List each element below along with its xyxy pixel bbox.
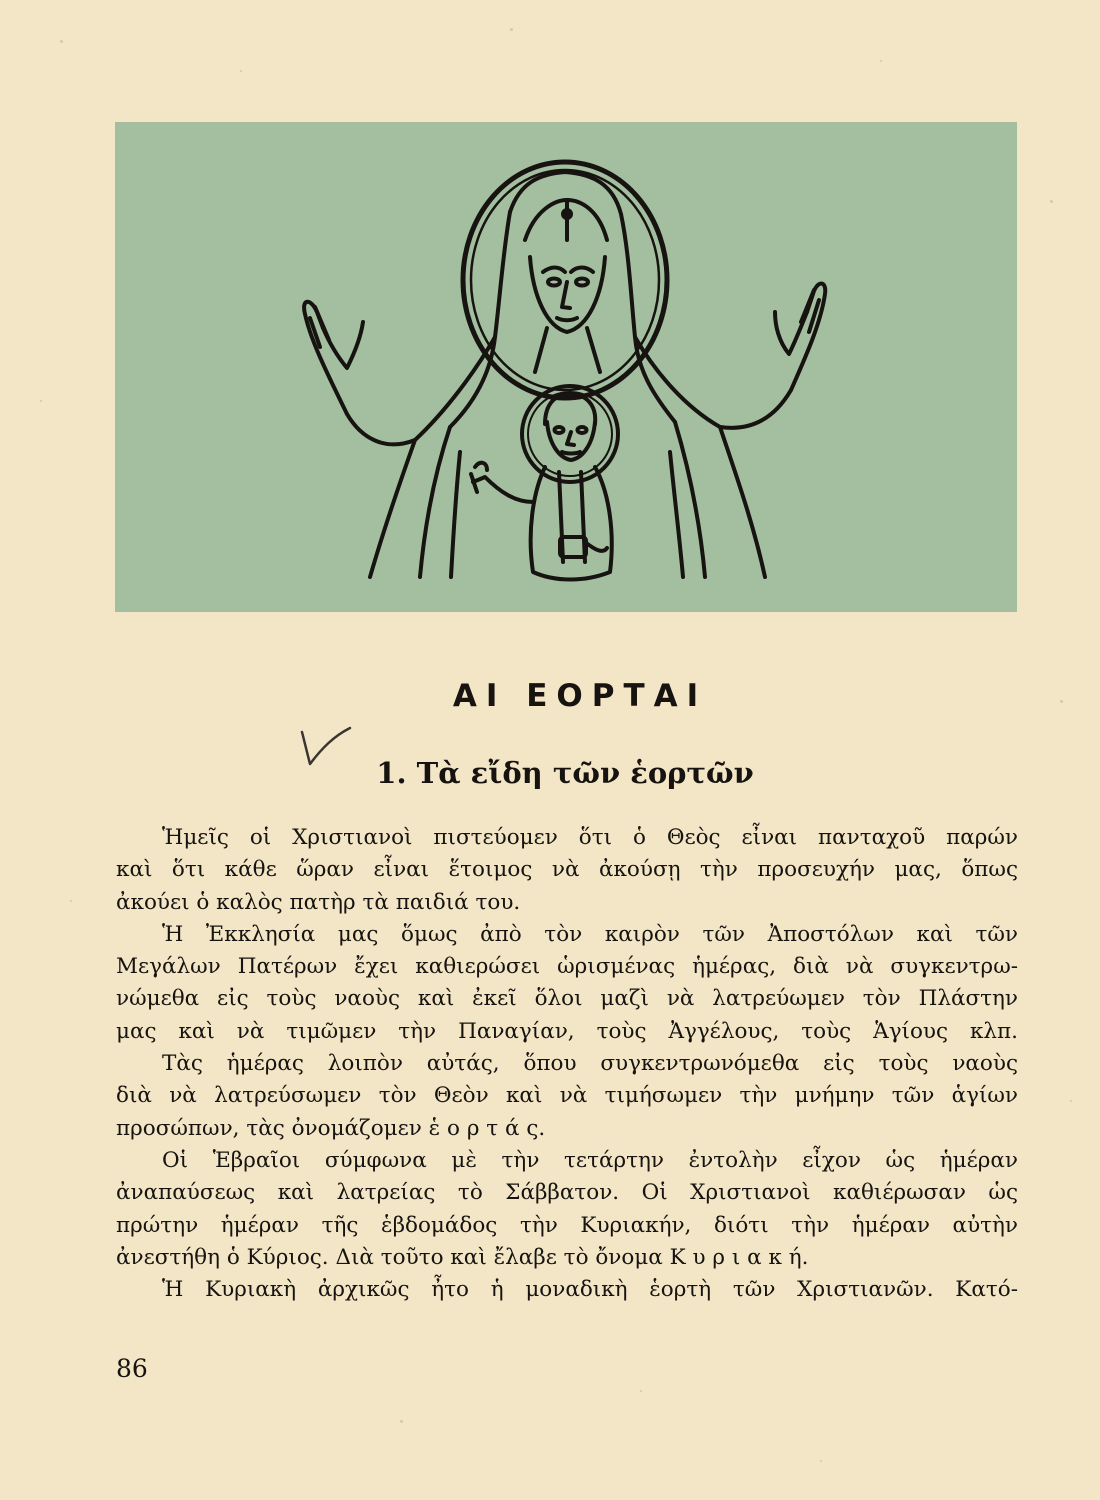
text-line: Οἱ Ἑβραῖοι σύμφωνα μὲ τὴν τετάρτην ἐντολὴν εἶχον ὡς ἡμέραν	[162, 1147, 1018, 1173]
text-line: μας καὶ νὰ τιμῶμεν τὴν Παναγίαν, τοὺς Ἀγγέλους, τοὺς Ἁγίους κλπ.	[116, 1018, 1018, 1044]
icon-illustration-panel	[115, 122, 1017, 612]
text-line: καὶ ὅτι κάθε ὥραν εἶναι ἕτοιμος νὰ ἀκούσῃ τὴν προσευχήν μας, ὅπως	[116, 857, 1018, 883]
chapter-subtitle: 1. Τὰ εἴδη τῶν ἑορτῶν	[376, 756, 754, 790]
text-line: Ἡ Κυριακὴ ἀρχικῶς ἦτο ἡ μοναδικὴ ἑορτὴ τῶν Χριστιανῶν. Κατό-	[162, 1277, 1018, 1303]
text-line: νώμεθα εἰς τοὺς ναοὺς καὶ ἐκεῖ ὅλοι μαζὶ νὰ λατρεύωμεν τὸν Πλάστην	[116, 986, 1018, 1012]
text-line: ἀνεστήθη ὁ Κύριος. Διὰ τοῦτο καὶ ἔλαβε τὸ ὄνομα Κ υ ρ ι α κ ή.	[116, 1244, 809, 1270]
text-line: Ἡ Ἐκκλησία μας ὅμως ἀπὸ τὸν καιρὸν τῶν Ἀποστόλων καὶ τῶν	[162, 921, 1018, 947]
body-text	[116, 822, 1018, 1306]
virgin-mary-icon	[115, 122, 1017, 612]
section-title: ΑΙ ΕΟΡΤΑΙ	[452, 678, 708, 714]
text-line: ἀναπαύσεως καὶ λατρείας τὸ Σάββατον. Οἱ Χριστιανοὶ καθιέρωσαν ὡς	[116, 1180, 1018, 1206]
text-line: πρώτην ἡμέραν τῆς ἑβδομάδος τὴν Κυριακήν, διότι τὴν ἡμέραν αὐτὴν	[116, 1212, 1018, 1238]
text-line: προσώπων, τὰς ὀνομάζομεν ἑ ο ρ τ ά ς.	[116, 1115, 546, 1141]
text-line: Τὰς ἡμέρας λοιπὸν αὐτάς, ὅπου συγκεντρωνόμεθα εἰς τοὺς ναοὺς	[162, 1051, 1018, 1077]
page-number: 86	[116, 1354, 148, 1383]
text-line: Μεγάλων Πατέρων ἔχει καθιερώσει ὡρισμένας ἡμέρας, διὰ νὰ συγκεντρω-	[116, 954, 1018, 980]
text-line: ἀκούει ὁ καλὸς πατὴρ τὰ παιδιά του.	[116, 889, 521, 915]
text-line: Ἡμεῖς οἱ Χριστιανοὶ πιστεύομεν ὅτι ὁ Θεὸς εἶναι πανταχοῦ παρών	[162, 825, 1018, 850]
text-line: διὰ νὰ λατρεύσωμεν τὸν Θεὸν καὶ νὰ τιμήσωμεν τὴν μνήμην τῶν ἁγίων	[116, 1083, 1018, 1109]
